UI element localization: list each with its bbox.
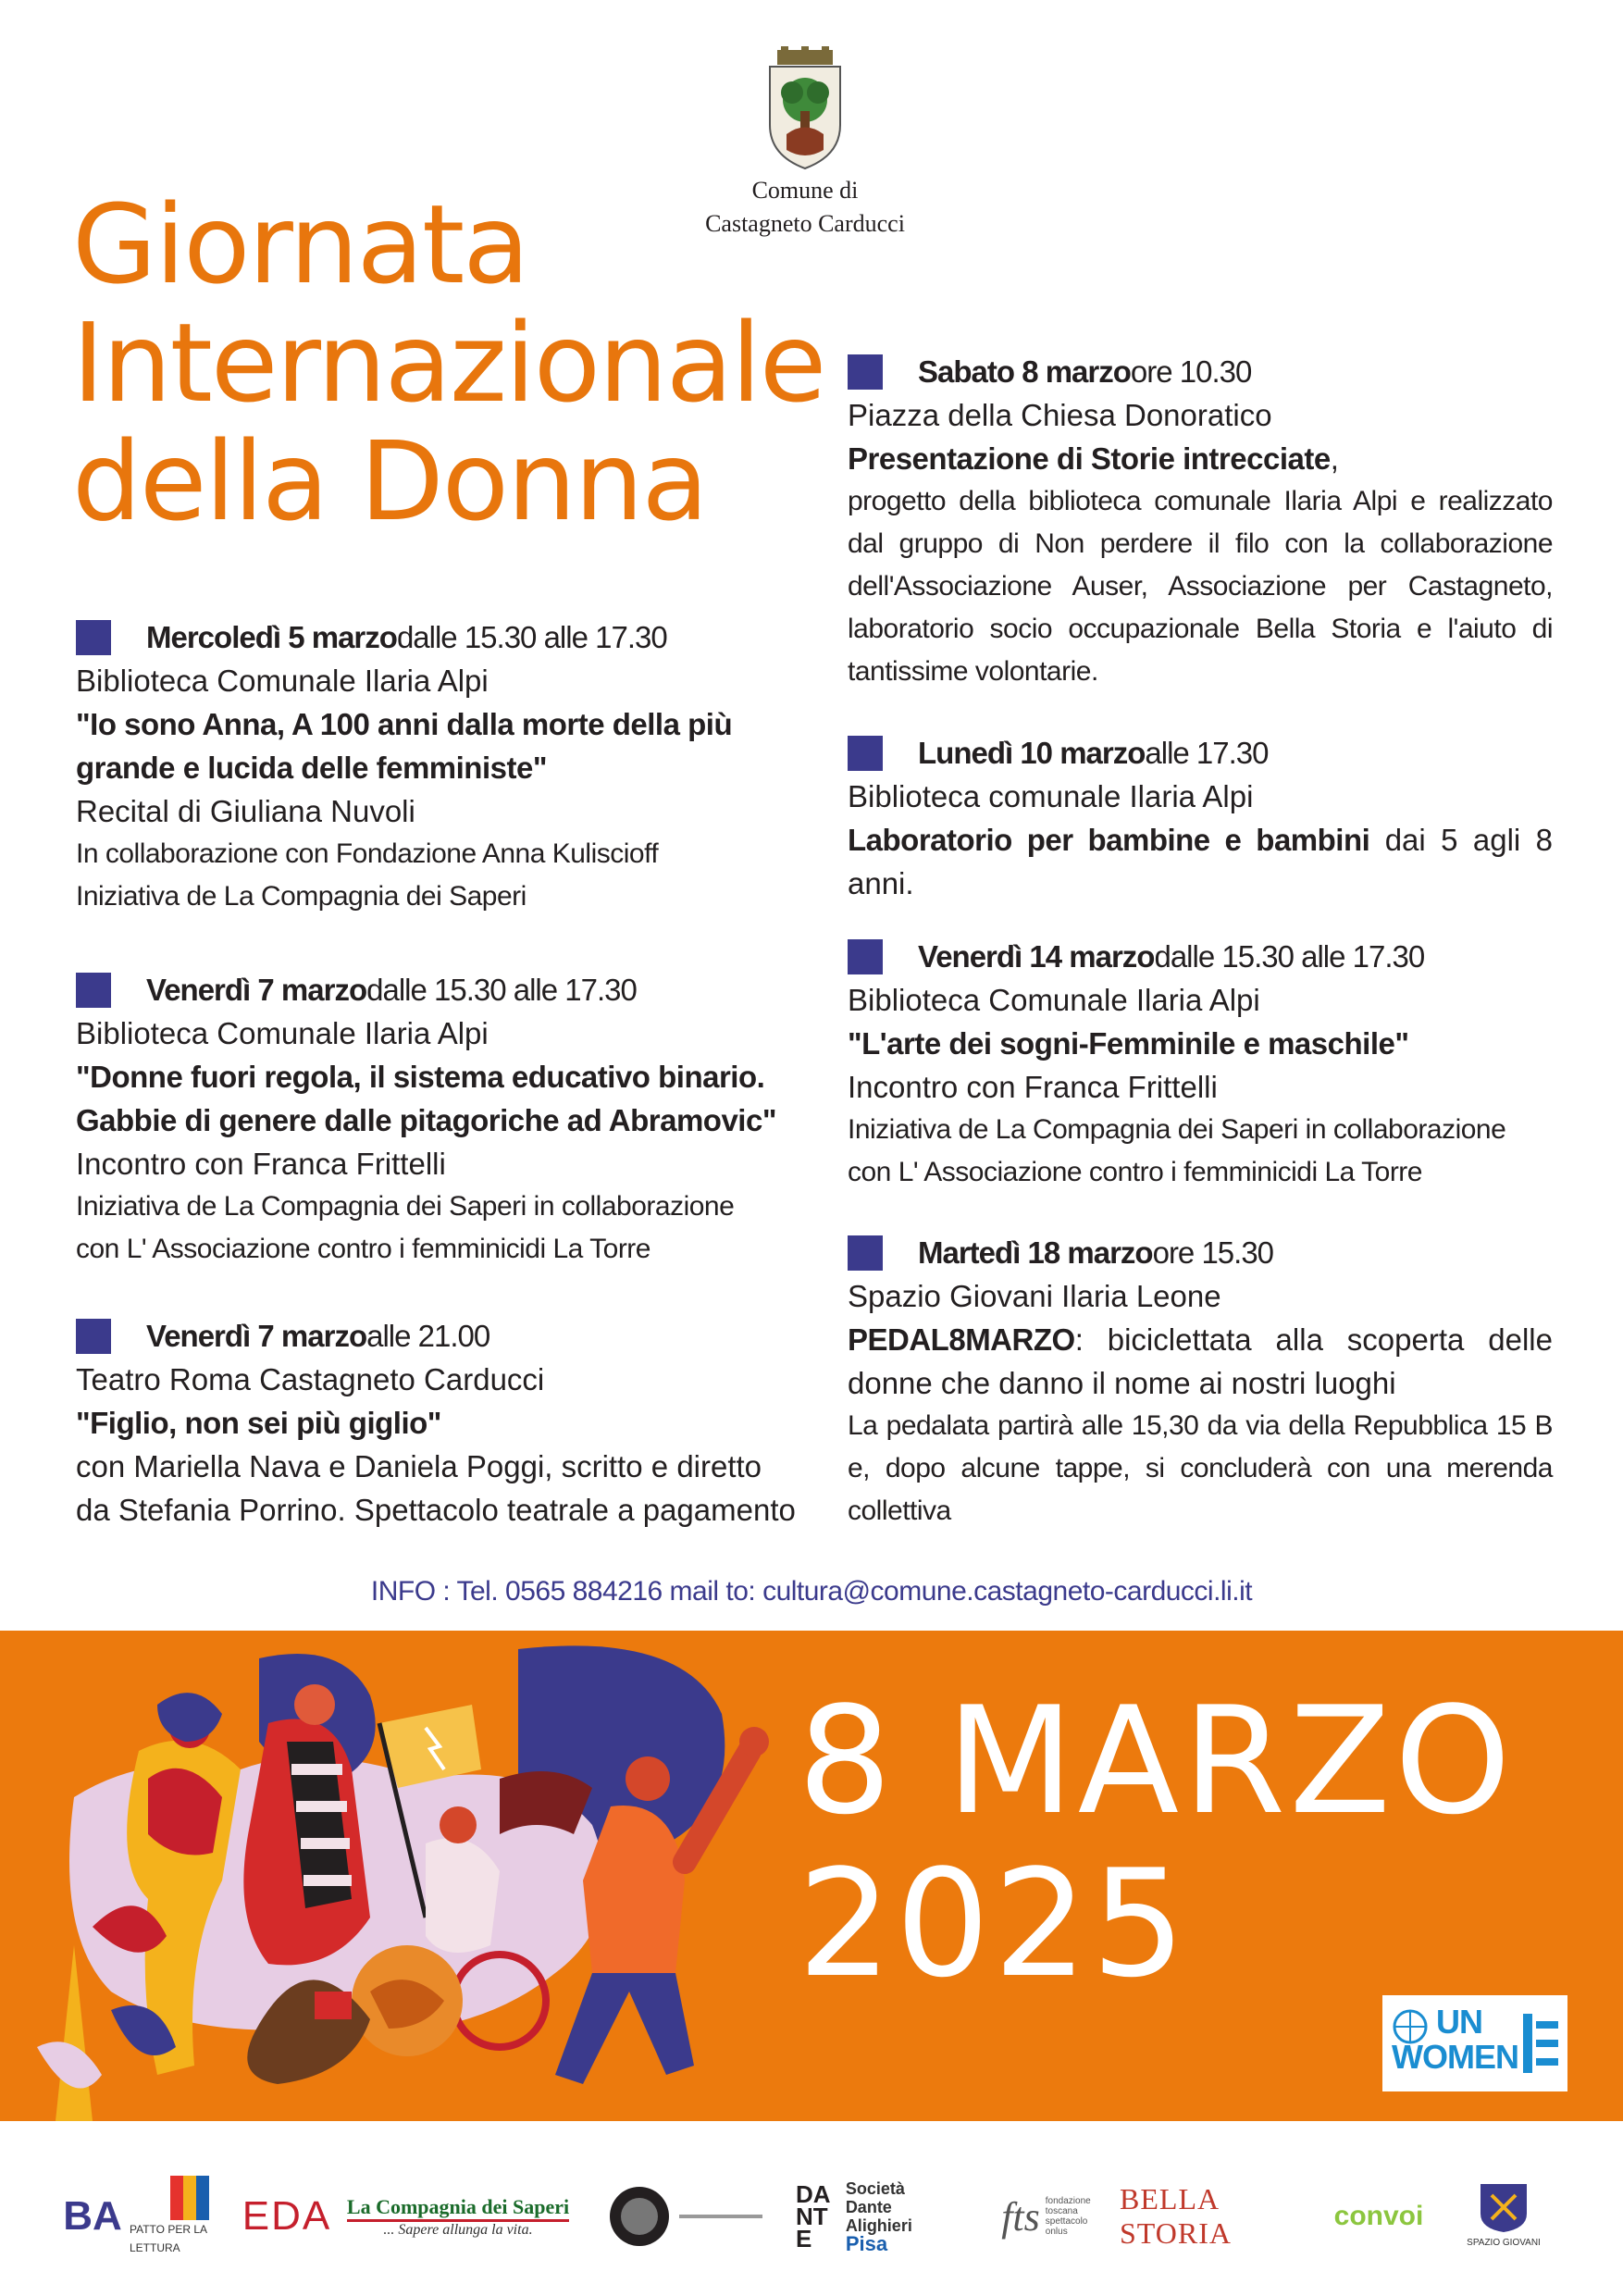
committee-logo <box>601 2166 768 2267</box>
patto-lettura-logo <box>130 2166 250 2267</box>
event-title-tail: , <box>1330 441 1339 476</box>
spazio-giovani-emblem-icon <box>1477 2180 1530 2234</box>
event-block <box>848 1231 1553 1533</box>
event-title: "Io sono Anna, A 100 anni dalla morte della più <box>76 707 733 741</box>
date-headline <box>798 1674 1593 2010</box>
municipality-line-2: Castagneto Carducci <box>705 210 905 237</box>
patto-logo-text: PATTO PER LA LETTURA <box>130 2223 207 2254</box>
dante-mark: DANTE <box>796 2180 831 2253</box>
event-detail: Incontro con Franca Frittelli <box>76 1147 446 1181</box>
fts-logo <box>981 2166 1120 2267</box>
event-detail: Iniziativa de La Compagnia dei Saperi in collaborazione <box>76 1191 735 1222</box>
dante-line-3: Pisa <box>845 2232 888 2255</box>
event-day: Mercoledì 5 marzo <box>146 620 397 654</box>
event-block <box>76 615 814 918</box>
event-title: "L'arte dei sogni-Femminile e maschile" <box>848 1026 1409 1061</box>
bullet-square-icon <box>848 1235 883 1271</box>
event-detail: Iniziativa de La Compagnia dei Saperi <box>76 881 527 912</box>
event-title: Laboratorio per bambine e bambini <box>848 823 1370 857</box>
eda-logo-text: EDA <box>242 2193 332 2239</box>
title-line-2: Internazionale <box>72 299 825 427</box>
event-title-tail: : biciclettata alla scoperta delle donne che danno il nome ai nostri luoghi <box>848 1322 1553 1400</box>
women-illustration <box>37 1640 796 2121</box>
bella-storia-text: BELLA STORIA <box>1120 2182 1232 2250</box>
convoi-logo-text: convoi <box>1333 2201 1424 2231</box>
event-place: Biblioteca Comunale Ilaria Alpi <box>76 664 489 698</box>
event-title-cont: Gabbie di genere dalle pitagoriche ad Abramovic" <box>76 1103 776 1137</box>
event-time: dalle 15.30 alle 17.30 <box>396 620 667 654</box>
event-detail: Incontro con Franca Frittelli <box>848 1070 1218 1104</box>
bullet-square-icon <box>76 620 111 655</box>
event-detail: con Mariella Nava e Daniela Poggi, scritto e diretto <box>76 1449 762 1483</box>
patto-mark-icon <box>170 2176 209 2220</box>
event-block <box>76 1314 814 1532</box>
date-headline-line-1: 8 MARZO <box>798 1674 1515 1847</box>
event-day: Martedì 18 marzo <box>918 1235 1153 1270</box>
event-title: "Figlio, non sei più giglio" <box>76 1406 441 1440</box>
compagnia-tagline: ... Sapere allunga la vita. <box>383 2221 533 2238</box>
municipal-crest-logo <box>759 46 851 171</box>
event-block <box>848 935 1553 1194</box>
event-detail: con L' Associazione contro i femminicidi La Torre <box>848 1157 1422 1187</box>
fts-subtitle: fondazione toscana spettacolo onlus <box>1045 2196 1091 2237</box>
event-place: Teatro Roma Castagneto Carducci <box>76 1362 545 1396</box>
spazio-giovani-logo <box>1467 2166 1541 2267</box>
un-women-line-2: WOMEN <box>1392 2038 1518 2076</box>
date-headline-line-2: 2025 <box>798 1837 1190 2010</box>
event-day: Venerdì 7 marzo <box>146 973 367 1007</box>
bullet-square-icon <box>76 1319 111 1354</box>
event-block <box>76 968 814 1271</box>
spazio-giovani-text: SPAZIO GIOVANI <box>1467 2238 1541 2248</box>
committee-emblem-icon <box>607 2184 672 2249</box>
event-day: Venerdì 14 marzo <box>918 939 1155 974</box>
convoi-logo <box>1319 2166 1439 2267</box>
contact-info: INFO : Tel. 0565 884216 mail to: cultura@comune.castagneto-carducci.li.it <box>370 1576 1253 1607</box>
compagnia-saperi-logo <box>342 2166 574 2267</box>
dante-line-1: Società <box>845 2179 905 2198</box>
event-description: La pedalata partirà alle 15,30 da via della Repubblica 15 B e, dopo alcune tappe, si concluderà con una merenda collettiva <box>848 1410 1553 1526</box>
title-line-1: Giornata <box>72 180 528 308</box>
event-place: Piazza della Chiesa Donoratico <box>848 398 1272 432</box>
event-description: progetto della biblioteca comunale Ilaria Alpi e realizzato dal gruppo di Non perdere il filo con la collaborazione dell'Associazione Auser, Associazione per Castagneto, laboratorio socio occupazionale Bella Storia e l'aiuto di tantissime volontarie. <box>848 486 1553 687</box>
bullet-square-icon <box>848 939 883 974</box>
ba-logo-text: BA <box>63 2193 122 2239</box>
event-place: Spazio Giovani Ilaria Leone <box>848 1279 1221 1313</box>
eda-logo <box>241 2166 333 2267</box>
event-detail: con L' Associazione contro i femminicidi La Torre <box>76 1234 650 1264</box>
event-title-tail: dai 5 agli 8 anni. <box>848 823 1553 900</box>
bella-storia-logo <box>1120 2166 1314 2267</box>
event-title: "Donne fuori regola, il sistema educativo binario. <box>76 1060 765 1094</box>
un-women-text <box>1392 2003 1518 2076</box>
event-day: Lunedì 10 marzo <box>918 736 1146 770</box>
municipality-line-1: Comune di <box>751 177 859 204</box>
dante-line-2: Dante Alighieri <box>845 2198 912 2235</box>
event-block <box>848 731 1553 905</box>
event-time: dalle 15.30 alle 17.30 <box>1154 939 1425 974</box>
event-time: alle 17.30 <box>1145 736 1269 770</box>
event-place: Biblioteca Comunale Ilaria Alpi <box>76 1016 489 1050</box>
bullet-square-icon <box>76 973 111 1008</box>
bullet-square-icon <box>848 736 883 771</box>
fts-logo-text: fts <box>1001 2193 1040 2240</box>
compagnia-logo-text: La Compagnia dei Saperi <box>347 2195 569 2222</box>
event-block <box>848 350 1553 693</box>
event-title: Presentazione di Storie intrecciate <box>848 441 1331 476</box>
event-day: Sabato 8 marzo <box>918 354 1131 389</box>
ba-logo <box>65 2166 120 2267</box>
event-detail: Iniziativa de La Compagnia dei Saperi in collaborazione <box>848 1114 1506 1145</box>
bullet-square-icon <box>848 354 883 390</box>
event-time: ore 10.30 <box>1130 354 1252 389</box>
dante-text <box>846 2179 953 2253</box>
event-detail: In collaborazione con Fondazione Anna Kuliscioff <box>76 838 659 869</box>
event-time: alle 21.00 <box>366 1319 490 1353</box>
event-time: dalle 15.30 alle 17.30 <box>366 973 637 1007</box>
event-time: ore 15.30 <box>1152 1235 1274 1270</box>
event-day: Venerdì 7 marzo <box>146 1319 367 1353</box>
un-women-mark-icon <box>1523 2014 1560 2073</box>
event-detail: Recital di Giuliana Nuvoli <box>76 794 415 828</box>
un-women-logo <box>1382 1995 1567 2091</box>
event-title-cont: grande e lucida delle femministe" <box>76 751 547 785</box>
event-detail: da Stefania Porrino. Spettacolo teatrale a pagamento <box>76 1493 796 1527</box>
page-title <box>72 180 868 545</box>
event-title: PEDAL8MARZO <box>848 1322 1075 1357</box>
event-place: Biblioteca comunale Ilaria Alpi <box>848 779 1254 813</box>
title-line-3: della Donna <box>72 417 707 545</box>
event-place: Biblioteca Comunale Ilaria Alpi <box>848 983 1260 1017</box>
dante-alighieri-logo <box>796 2166 953 2267</box>
un-women-line-1: UN <box>1436 2003 1482 2041</box>
